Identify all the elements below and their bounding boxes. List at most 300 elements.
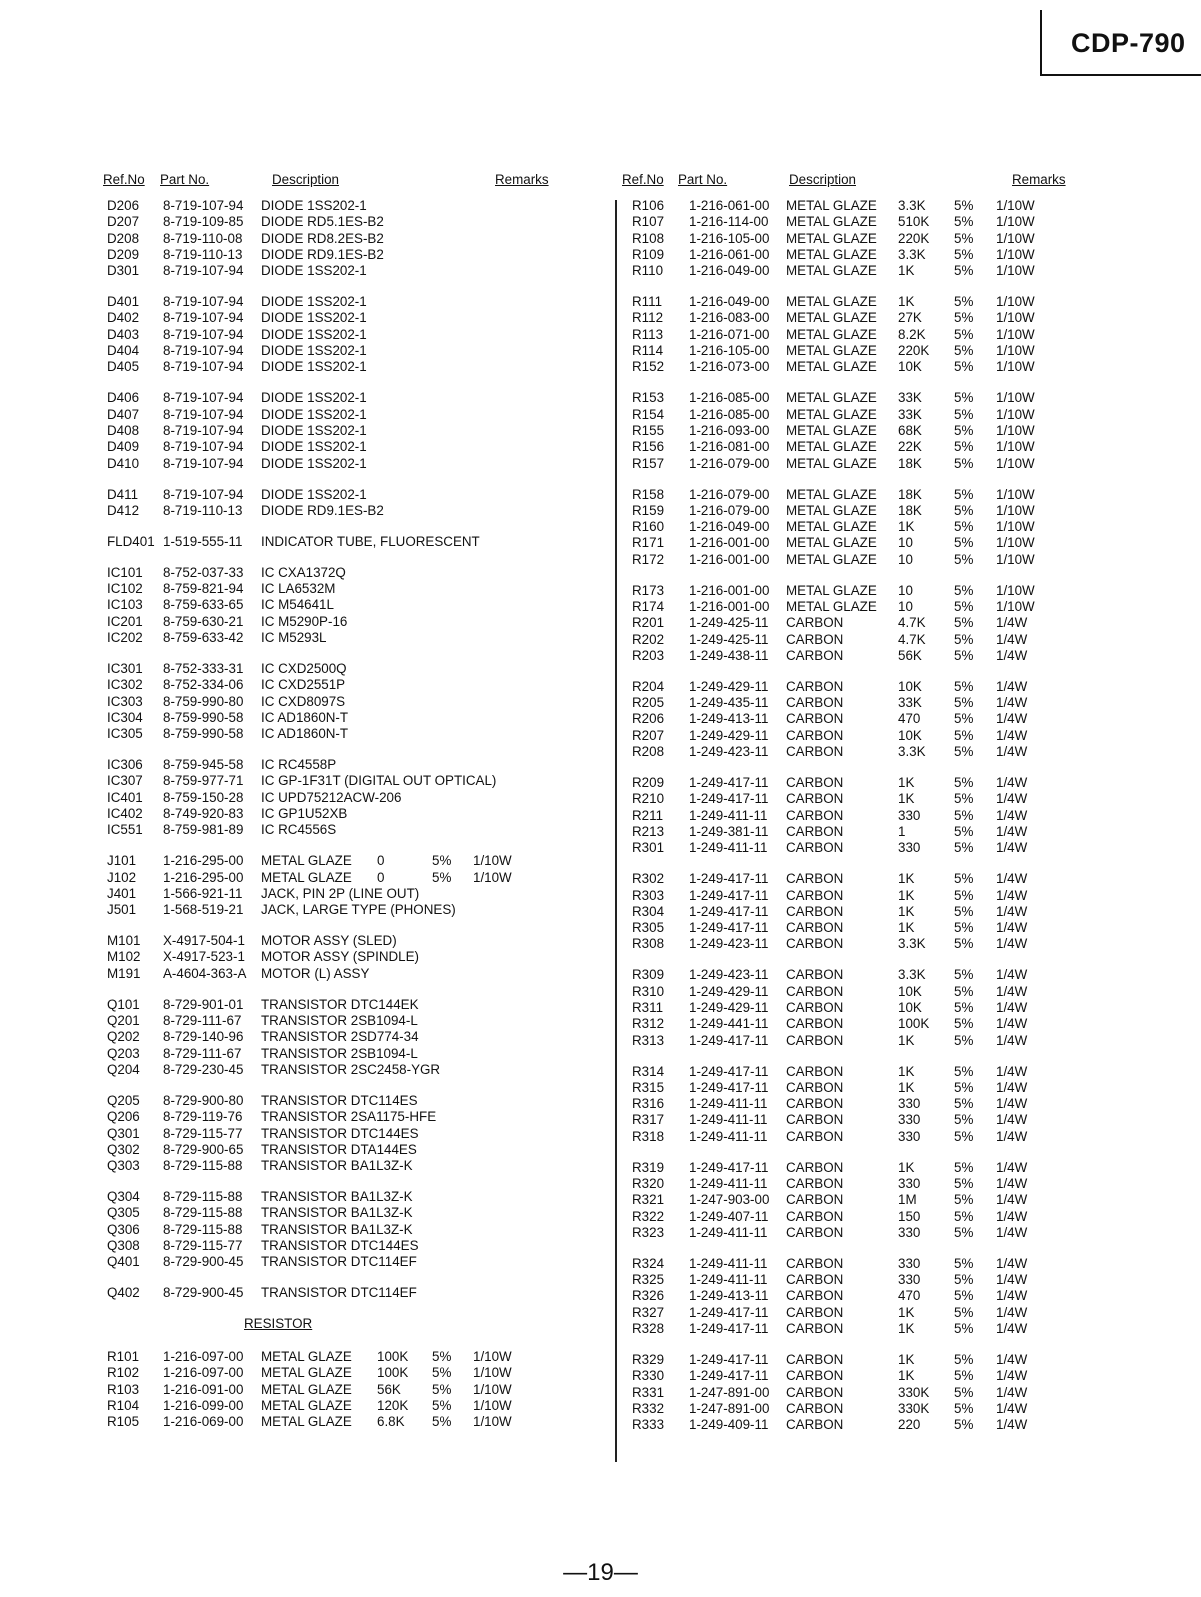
power-rating: 1/4W [996,1192,1028,1208]
ref-no: R312 [632,1016,665,1032]
value: 1K [898,1159,915,1175]
description: CARBON [786,1079,844,1095]
part-no: 1-566-921-11 [163,885,243,901]
power-rating: 1/4W [996,920,1028,936]
tolerance: 5% [954,1096,974,1112]
power-rating: 1/4W [996,903,1028,919]
tolerance: 5% [954,406,974,422]
ref-no: R174 [632,598,665,614]
tolerance: 5% [954,744,974,760]
part-group [632,1256,1092,1337]
value: 1K [898,1063,915,1079]
description: METAL GLAZE [261,1414,352,1430]
tolerance: 5% [954,807,974,823]
ref-no: J101 [107,853,137,869]
part-no: 1-216-001-00 [689,535,770,551]
part-no: 8-759-990-58 [163,709,244,725]
description: DIODE 1SS202-1 [261,310,367,326]
tolerance: 5% [954,920,974,936]
tolerance: 5% [954,1192,974,1208]
ref-no: R317 [632,1112,665,1128]
ref-no: R314 [632,1063,665,1079]
tolerance: 5% [954,615,974,631]
table-row [107,214,562,230]
value: 470 [898,1288,921,1304]
part-no: 1-216-083-00 [689,310,770,326]
tolerance: 5% [954,422,974,438]
part-no: 1-216-097-00 [163,1348,244,1364]
part-group [632,294,1092,375]
description: JACK, LARGE TYPE (PHONES) [261,902,456,918]
value: 1 [898,823,906,839]
description: DIODE 1SS202-1 [261,359,367,375]
table-row [632,1080,1092,1096]
description: METAL GLAZE [786,582,877,598]
ref-no: R114 [632,343,664,359]
power-rating: 1/4W [996,871,1028,887]
description: CARBON [786,1032,844,1048]
description: CARBON [786,871,844,887]
part-no: 8-719-110-13 [163,246,243,262]
ref-no: R305 [632,920,665,936]
section-title-resistor [107,1316,562,1334]
description: TRANSISTOR 2SB1094-L [261,1045,418,1061]
part-no: 1-249-429-11 [689,983,769,999]
table-row [632,487,1092,503]
ref-no: R329 [632,1352,665,1368]
ref-no: M101 [107,933,141,949]
part-no: 1-249-441-11 [689,1016,769,1032]
table-row [632,791,1092,807]
ref-no: IC102 [107,581,143,597]
value: 150 [898,1208,921,1224]
description: METAL GLAZE [261,853,352,869]
part-no: 1-249-411-11 [689,1224,768,1240]
table-row [107,1142,562,1158]
power-rating: 1/4W [996,1208,1028,1224]
description: TRANSISTOR DTC114EF [261,1254,417,1270]
table-row [632,679,1092,695]
table-row [632,1209,1092,1225]
tolerance: 5% [954,1400,974,1416]
header-description: Description [272,172,339,187]
value: 10K [898,678,922,694]
part-group [107,661,562,742]
ref-no: R108 [632,230,665,246]
table-row [107,1414,562,1430]
description: METAL GLAZE [786,455,877,471]
description: CARBON [786,1400,844,1416]
part-no: 8-752-037-33 [163,564,244,580]
value: 10 [898,582,913,598]
description: CARBON [786,807,844,823]
power-rating: 1/10W [996,343,1035,359]
part-no: 1-216-105-00 [689,343,770,359]
table-row [107,1398,562,1414]
part-no: 8-729-901-01 [163,996,244,1012]
table-row [107,1109,562,1125]
tolerance: 5% [954,519,974,535]
part-no: 1-216-079-00 [689,486,770,502]
table-row [107,343,562,359]
value: 33K [898,695,922,711]
table-row [107,565,562,581]
table-row [632,728,1092,744]
description: JACK, PIN 2P (LINE OUT) [261,885,420,901]
description: METAL GLAZE [786,230,877,246]
ref-no: IC103 [107,597,143,613]
tolerance: 5% [954,711,974,727]
tolerance: 5% [954,983,974,999]
ref-no: Q305 [107,1205,140,1221]
description: METAL GLAZE [261,1348,352,1364]
ref-no: R205 [632,695,665,711]
ref-no: IC305 [107,726,143,742]
table-row [107,198,562,214]
part-no: 1-216-049-00 [689,519,770,535]
description: CARBON [786,1159,844,1175]
power-rating: 1/4W [996,887,1028,903]
ref-no: R323 [632,1224,665,1240]
table-row [107,870,562,886]
part-no: 8-719-107-94 [163,455,244,471]
power-rating: 1/10W [996,294,1035,310]
table-row [632,1288,1092,1304]
description: METAL GLAZE [786,406,877,422]
ref-no: R102 [107,1365,140,1381]
ref-no: D301 [107,263,140,279]
ref-no: R109 [632,246,665,262]
description: MOTOR (L) ASSY [261,965,370,981]
power-rating: 1/10W [996,422,1035,438]
power-rating: 1/4W [996,727,1028,743]
power-rating: 1/10W [996,519,1035,535]
description: TRANSISTOR DTC144EK [261,996,419,1012]
power-rating: 1/4W [996,1304,1028,1320]
power-rating: 1/4W [996,775,1028,791]
part-no: 8-729-111-67 [163,1013,242,1029]
table-row [632,552,1092,568]
description: CARBON [786,1176,844,1192]
description: TRANSISTOR DTC114EF [261,1285,417,1301]
part-group [632,390,1092,471]
part-no: 1-249-417-11 [689,1352,769,1368]
part-no: 1-216-091-00 [163,1381,244,1397]
value: 0 [377,853,385,869]
table-row [632,1000,1092,1016]
value: 1K [898,1321,915,1337]
ref-no: IC304 [107,709,143,725]
description: IC UPD75212ACW-206 [261,789,402,805]
ref-no: R208 [632,744,665,760]
ref-no: D206 [107,198,140,213]
part-no: 8-719-107-94 [163,310,244,326]
part-no: 1-216-073-00 [689,359,770,375]
table-row [107,407,562,423]
description: CARBON [786,1192,844,1208]
power-rating: 1/10W [996,230,1035,246]
ref-no: IC101 [107,564,143,580]
table-row [107,949,562,965]
value: 330 [898,807,921,823]
tolerance: 5% [954,1368,974,1384]
value: 56K [377,1381,401,1397]
ref-no: FLD401 [107,533,155,549]
value: 330K [898,1400,930,1416]
tolerance: 5% [432,1414,452,1430]
ref-no: R330 [632,1368,665,1384]
description: CARBON [786,695,844,711]
value: 100K [377,1365,409,1381]
description: CARBON [786,791,844,807]
ref-no: Q201 [107,1013,140,1029]
part-no: 8-752-333-31 [163,660,244,676]
description: METAL GLAZE [786,198,877,213]
description: DIODE 1SS202-1 [261,343,367,359]
table-row [632,1368,1092,1384]
tolerance: 5% [954,727,974,743]
description: METAL GLAZE [786,390,877,406]
value: 330 [898,1128,921,1144]
ref-no: IC306 [107,757,143,773]
table-row [632,808,1092,824]
power-rating: 1/4W [996,1417,1028,1433]
description: TRANSISTOR 2SC2458-YGR [261,1061,441,1077]
tolerance: 5% [954,390,974,406]
part-no: 8-729-115-77 [163,1125,243,1141]
value: 10K [898,999,922,1015]
tolerance: 5% [432,1348,452,1364]
tolerance: 5% [954,1208,974,1224]
ref-no: Q401 [107,1254,140,1270]
power-rating: 1/10W [996,582,1035,598]
description: DIODE 1SS202-1 [261,439,367,455]
table-row [107,1093,562,1109]
description: IC RC4556S [261,822,337,838]
part-no: 1-249-417-11 [689,1032,769,1048]
ref-no: Q306 [107,1221,140,1237]
part-group [107,1349,562,1430]
part-group [107,487,562,520]
description: METAL GLAZE [786,502,877,518]
description: METAL GLAZE [786,519,877,535]
description: CARBON [786,999,844,1015]
value: 470 [898,711,921,727]
ref-no: R156 [632,439,665,455]
value: 1M [898,1192,917,1208]
table-row [107,1029,562,1045]
part-no: 8-719-107-94 [163,390,244,406]
value: 10 [898,598,913,614]
value: 10K [898,983,922,999]
table-row [107,694,562,710]
table-row [107,1254,562,1270]
ref-no: R206 [632,711,665,727]
left-groups [107,198,562,1302]
part-no: 1-216-085-00 [689,406,770,422]
value: 330 [898,1112,921,1128]
table-row [107,1013,562,1029]
part-no: 8-729-140-96 [163,1029,244,1045]
part-no: A-4604-363-A [163,965,247,981]
description: DIODE RD9.1ES-B2 [261,502,384,518]
part-no: 8-719-107-94 [163,294,244,310]
part-no: 1-249-417-11 [689,920,769,936]
description: IC AD1860N-T [261,726,349,742]
table-row [632,632,1092,648]
value: 56K [898,647,922,663]
ref-no: D403 [107,326,140,342]
tolerance: 5% [954,1079,974,1095]
description: METAL GLAZE [786,310,877,326]
part-group [107,1189,562,1270]
part-no: 8-759-981-89 [163,822,244,838]
part-no: 8-729-115-77 [163,1237,243,1253]
tolerance: 5% [432,1365,452,1381]
table-row [107,423,562,439]
table-row [107,726,562,742]
table-row [107,1046,562,1062]
ref-no: R319 [632,1159,665,1175]
description: DIODE 1SS202-1 [261,455,367,471]
part-no: 1-249-407-11 [689,1208,769,1224]
part-no: 1-216-049-00 [689,263,770,279]
ref-no: R309 [632,967,665,983]
table-row [632,198,1092,214]
description: DIODE 1SS202-1 [261,198,367,213]
description: CARBON [786,647,844,663]
description: DIODE 1SS202-1 [261,294,367,310]
description: METAL GLAZE [786,263,877,279]
description: METAL GLAZE [261,869,352,885]
table-row [107,806,562,822]
part-no: 8-719-110-13 [163,502,243,518]
table-row [632,1225,1092,1241]
tolerance: 5% [954,1063,974,1079]
power-rating: 1/4W [996,744,1028,760]
tolerance: 5% [954,631,974,647]
part-group [107,933,562,982]
table-row [632,1321,1092,1337]
part-no: 1-216-001-00 [689,551,770,567]
table-row [107,853,562,869]
ref-no: Q301 [107,1125,140,1141]
page-number: —19— [563,1559,638,1586]
ref-no: R157 [632,455,665,471]
table-row [107,1382,562,1398]
ref-no: R207 [632,727,665,743]
part-group [107,294,562,375]
table-row [632,967,1092,983]
value: 22K [898,439,922,455]
part-no: 1-216-081-00 [689,439,770,455]
part-no: 1-249-417-11 [689,775,769,791]
power-rating: 1/4W [996,631,1028,647]
part-no: 1-249-429-11 [689,678,769,694]
part-no: 1-249-417-11 [689,1368,769,1384]
part-no: 1-249-425-11 [689,615,769,631]
ref-no: D406 [107,390,140,406]
table-row [107,310,562,326]
power-rating: 1/10W [996,455,1035,471]
tolerance: 5% [954,1304,974,1320]
table-row [107,503,562,519]
ref-no: R302 [632,871,665,887]
ref-no: R303 [632,887,665,903]
description: CARBON [786,1304,844,1320]
tolerance: 5% [954,1255,974,1271]
power-rating: 1/4W [996,791,1028,807]
table-row [632,648,1092,664]
tolerance: 5% [954,1016,974,1032]
description: IC AD1860N-T [261,709,349,725]
value: 33K [898,406,922,422]
header-ref: Ref.No [103,172,145,187]
table-row [107,534,562,550]
part-no: 1-249-381-11 [689,823,769,839]
description: DIODE RD8.2ES-B2 [261,230,384,246]
table-row [107,247,562,263]
description: TRANSISTOR 2SB1094-L [261,1013,418,1029]
value: 1K [898,791,915,807]
ref-no: D407 [107,406,140,422]
value: 1K [898,294,915,310]
tolerance: 5% [432,1381,452,1397]
description: CARBON [786,1255,844,1271]
table-row [107,773,562,789]
part-no: 8-729-115-88 [163,1189,243,1205]
table-row [632,1096,1092,1112]
table-row [632,327,1092,343]
table-row [107,439,562,455]
description: IC GP1U52XB [261,806,348,822]
power-rating: 1/4W [996,678,1028,694]
power-rating: 1/10W [996,406,1035,422]
table-row [632,407,1092,423]
description: CARBON [786,1208,844,1224]
power-rating: 1/4W [996,1272,1028,1288]
part-no: 8-759-990-80 [163,693,244,709]
ref-no: R211 [632,807,664,823]
power-rating: 1/4W [996,1096,1028,1112]
table-row [632,1033,1092,1049]
description: METAL GLAZE [261,1365,352,1381]
ref-no: R111 [632,294,663,310]
tolerance: 5% [954,1159,974,1175]
description: DIODE 1SS202-1 [261,406,367,422]
tolerance: 5% [954,1224,974,1240]
header-ref: Ref.No [622,172,664,187]
ref-no: R203 [632,647,665,663]
part-group [107,757,562,838]
description: TRANSISTOR 2SD774-34 [261,1029,419,1045]
table-row [632,1352,1092,1368]
part-no: 1-249-409-11 [689,1417,769,1433]
ref-no: Q304 [107,1189,140,1205]
table-row [107,966,562,982]
part-no: 1-247-891-00 [689,1384,770,1400]
tolerance: 5% [954,775,974,791]
table-row [107,390,562,406]
table-row [107,757,562,773]
ref-no: Q206 [107,1109,140,1125]
description: CARBON [786,983,844,999]
ref-no: R301 [632,840,665,856]
tolerance: 5% [432,1397,452,1413]
description: CARBON [786,1417,844,1433]
part-no: 1-249-417-11 [689,1079,769,1095]
power-rating: 1/4W [996,695,1028,711]
